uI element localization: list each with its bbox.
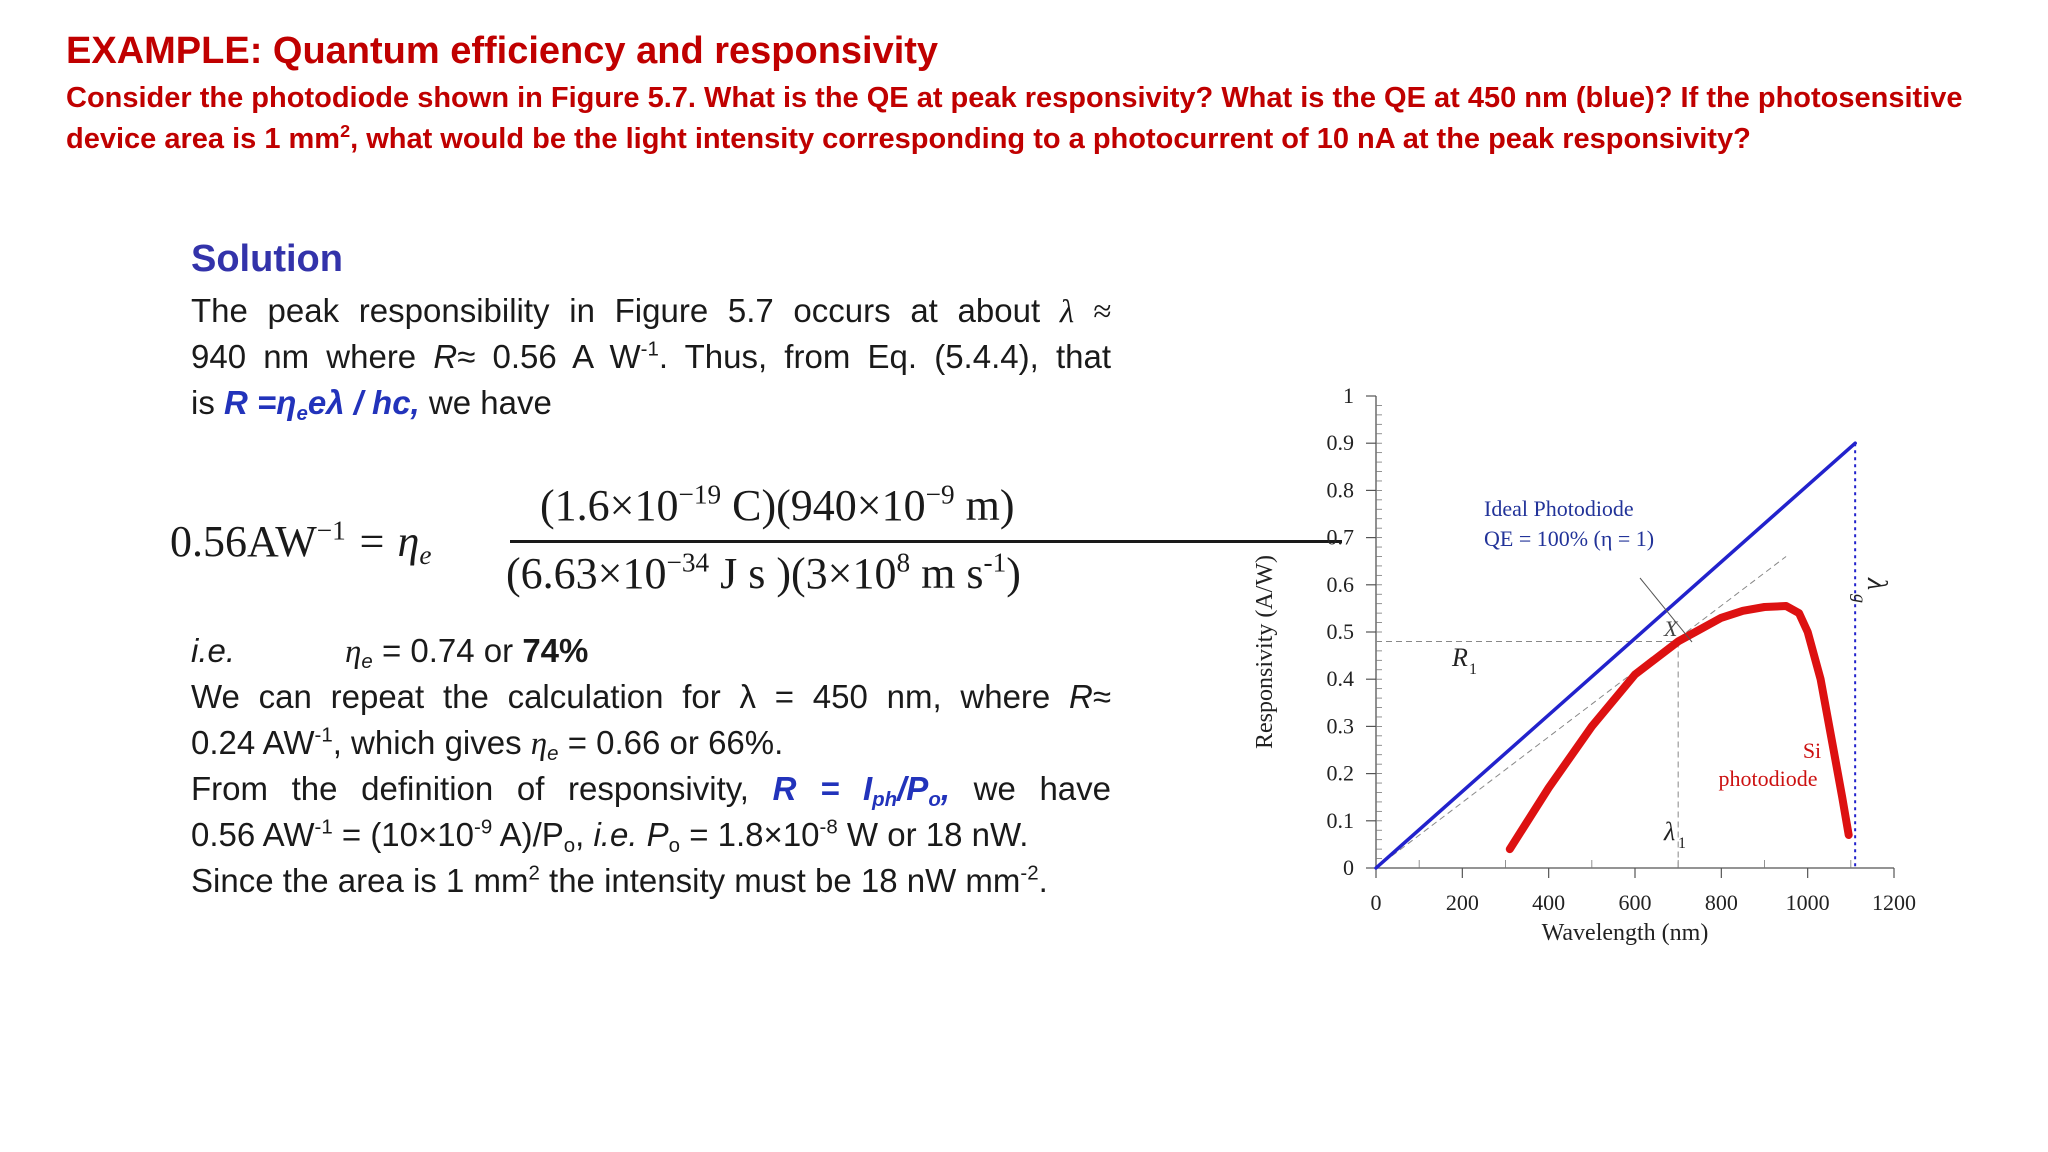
text-segment: the intensity must be 18 nW mm (549, 862, 1021, 899)
eq-part: ) (1006, 549, 1021, 598)
superscript: −19 (678, 479, 722, 510)
eq-part: 0.56AW (170, 517, 317, 566)
superscript: -1 (314, 815, 333, 839)
text-segment: Since the area is 1 mm (191, 862, 529, 899)
subscript: o (668, 834, 681, 858)
qe-result: 74% (522, 632, 589, 669)
question-line-1: Consider the photodiode shown in Figure 5.7. What is the QE at peak responsivity? What is the QE at 450 nm (blue)? If the photosensitive (66, 82, 1963, 114)
text-segment: 940 nm where (191, 338, 417, 375)
solution-line-9 (191, 858, 1111, 904)
y-tick-label: 0.4 (1326, 666, 1354, 692)
tangent-line (1376, 556, 1786, 868)
subscript: e (361, 650, 373, 674)
solution-line-2 (191, 334, 1111, 380)
ie-label: i.e. (191, 632, 236, 669)
text-segment: From the definition of responsivity, (191, 770, 749, 807)
solution-line-7 (191, 766, 1111, 812)
text-segment: A)/P (499, 816, 564, 853)
text-segment: is (191, 384, 215, 421)
formula-part: , (940, 770, 950, 807)
formula-part: R =η (224, 384, 297, 421)
subscript: o (563, 834, 576, 858)
superscript: -1 (314, 723, 333, 747)
subscript: o (928, 788, 941, 812)
superscript: -2 (1020, 861, 1039, 885)
y-tick-label: 0.1 (1326, 807, 1354, 833)
text-segment: 0.56 AW (191, 816, 315, 853)
lambda-g-subscript: g (1850, 594, 1870, 603)
subscript: e (547, 742, 559, 766)
x-tick-label: 0 (1370, 890, 1382, 915)
eta-symbol: η (530, 726, 548, 762)
eq-part: J s )(3×10 (709, 549, 897, 598)
text-segment: 0.24 AW (191, 724, 315, 761)
formula-part: /P (897, 770, 929, 807)
r1-subscript: 1 (1469, 661, 1477, 678)
responsivity-formula (224, 384, 420, 426)
x-tick-label: 600 (1618, 890, 1652, 915)
text-segment: = 0.74 or (381, 632, 514, 669)
eq-part: (6.63×10 (506, 549, 667, 598)
y-tick-label: 1 (1343, 383, 1354, 408)
solution-line-5 (191, 674, 1111, 720)
y-tick-label: 0.7 (1326, 524, 1354, 550)
times-symbol: × (763, 816, 783, 853)
text-segment: W or 18 nW. (846, 816, 1029, 853)
x-tick-label: 200 (1445, 890, 1479, 915)
superscript: −1 (316, 515, 346, 546)
x-axis-label: Wavelength (nm) (1541, 920, 1709, 946)
question-line-2 (66, 119, 2026, 160)
y-tick-label: 0.6 (1326, 571, 1354, 597)
superscript: −9 (925, 479, 955, 510)
qe-equation (170, 480, 1190, 610)
r1-label: R (1452, 643, 1468, 672)
y-tick-label: 0.2 (1326, 760, 1354, 786)
responsivity-symbol: R (433, 338, 458, 375)
text-segment: , (575, 816, 585, 853)
responsivity-symbol: R (1069, 678, 1093, 715)
text-segment: ≈ 0.56 A W (457, 338, 641, 375)
lambda1-subscript: 1 (1678, 835, 1686, 852)
superscript: 2 (528, 861, 540, 885)
question-text (66, 78, 2026, 160)
si-label: Si (1802, 738, 1822, 763)
text-segment: = (10 (341, 816, 419, 853)
text-segment: = 1.8 (689, 816, 764, 853)
text-segment: . (1038, 862, 1048, 899)
subscript: e (296, 402, 308, 426)
lambda-g-label: λ (1861, 578, 1892, 591)
text-segment: The peak responsibility in Figure 5.7 occurs at about (191, 292, 1041, 329)
responsivity-definition (772, 770, 950, 812)
y-tick-label: 0.5 (1326, 619, 1354, 644)
y-tick-label: 0 (1343, 855, 1354, 880)
text-segment: λ = 450 nm, where (739, 678, 1051, 715)
eta-symbol: = η (356, 517, 420, 566)
times-symbol: × (418, 816, 438, 853)
x-point-label: X (1664, 616, 1678, 641)
eq-part: C)(940×10 (721, 481, 926, 530)
text-segment: We can repeat the calculation for (191, 678, 721, 715)
text-segment: , which gives (332, 724, 522, 761)
formula-part: eλ / hc, (307, 384, 420, 421)
superscript: -9 (474, 815, 493, 839)
subscript: e (419, 540, 432, 571)
text-segment: 10 (437, 816, 475, 853)
text-segment: ≈ (1092, 678, 1112, 715)
y-tick-label: 0.3 (1326, 713, 1354, 739)
superscript: -1 (640, 337, 659, 361)
ideal-qe-label: QE = 100% (η = 1) (1484, 526, 1655, 551)
text-segment: 10 (782, 816, 820, 853)
page-title: EXAMPLE: Quantum efficiency and responsivity (66, 30, 939, 72)
text-segment: . Thus, from Eq. (5.4.4), that (658, 338, 1111, 375)
superscript: −34 (666, 547, 710, 578)
equation-numerator (540, 480, 1015, 531)
solution-line-3 (191, 380, 1111, 426)
text-segment: i.e. P (593, 816, 669, 853)
eq-part: (1.6×10 (540, 481, 679, 530)
x-tick-label: 800 (1704, 890, 1738, 915)
lambda1-label: λ (1664, 817, 1676, 846)
text-segment: we have (973, 770, 1112, 807)
superscript: -8 (819, 815, 838, 839)
fraction-bar (510, 540, 1342, 543)
ideal-label: Ideal Photodiode (1484, 496, 1634, 521)
si-photodiode-label: photodiode (1718, 766, 1818, 791)
solution-line-ie (191, 628, 1111, 675)
y-tick-label: 0.8 (1326, 477, 1354, 503)
eta-symbol: η (345, 634, 362, 670)
x-tick-label: 400 (1532, 890, 1566, 915)
x-tick-label: 1000 (1785, 890, 1830, 915)
y-axis-label: Responsivity (A/W) (1252, 555, 1278, 749)
text-segment: = 0.66 or 66%. (567, 724, 784, 761)
equation-lhs (170, 515, 432, 571)
subscript: ph (872, 788, 898, 812)
solution-line-6 (191, 720, 1111, 767)
solution-heading: Solution (191, 238, 343, 280)
solution-line-8 (191, 812, 1111, 858)
question-text-segment: , what would be the light intensity corresponding to a photocurrent of 10 nA at the peak responsivity? (350, 123, 1751, 155)
eq-part: m) (954, 481, 1015, 530)
responsivity-chart (1240, 380, 1940, 970)
eq-part: m s (910, 549, 984, 598)
text-segment: we have (428, 384, 552, 421)
y-tick-label: 0.9 (1326, 430, 1354, 456)
solution-line-1 (191, 288, 1111, 335)
equation-denominator (506, 548, 1021, 599)
lambda-symbol: λ ≈ (1059, 294, 1112, 330)
superscript: 2 (340, 121, 351, 142)
question-text-segment: device area is 1 mm (66, 123, 341, 155)
x-tick-label: 1200 (1872, 890, 1916, 915)
superscript: -1 (983, 547, 1007, 578)
superscript: 8 (896, 547, 911, 578)
formula-part: R = I (772, 770, 873, 807)
